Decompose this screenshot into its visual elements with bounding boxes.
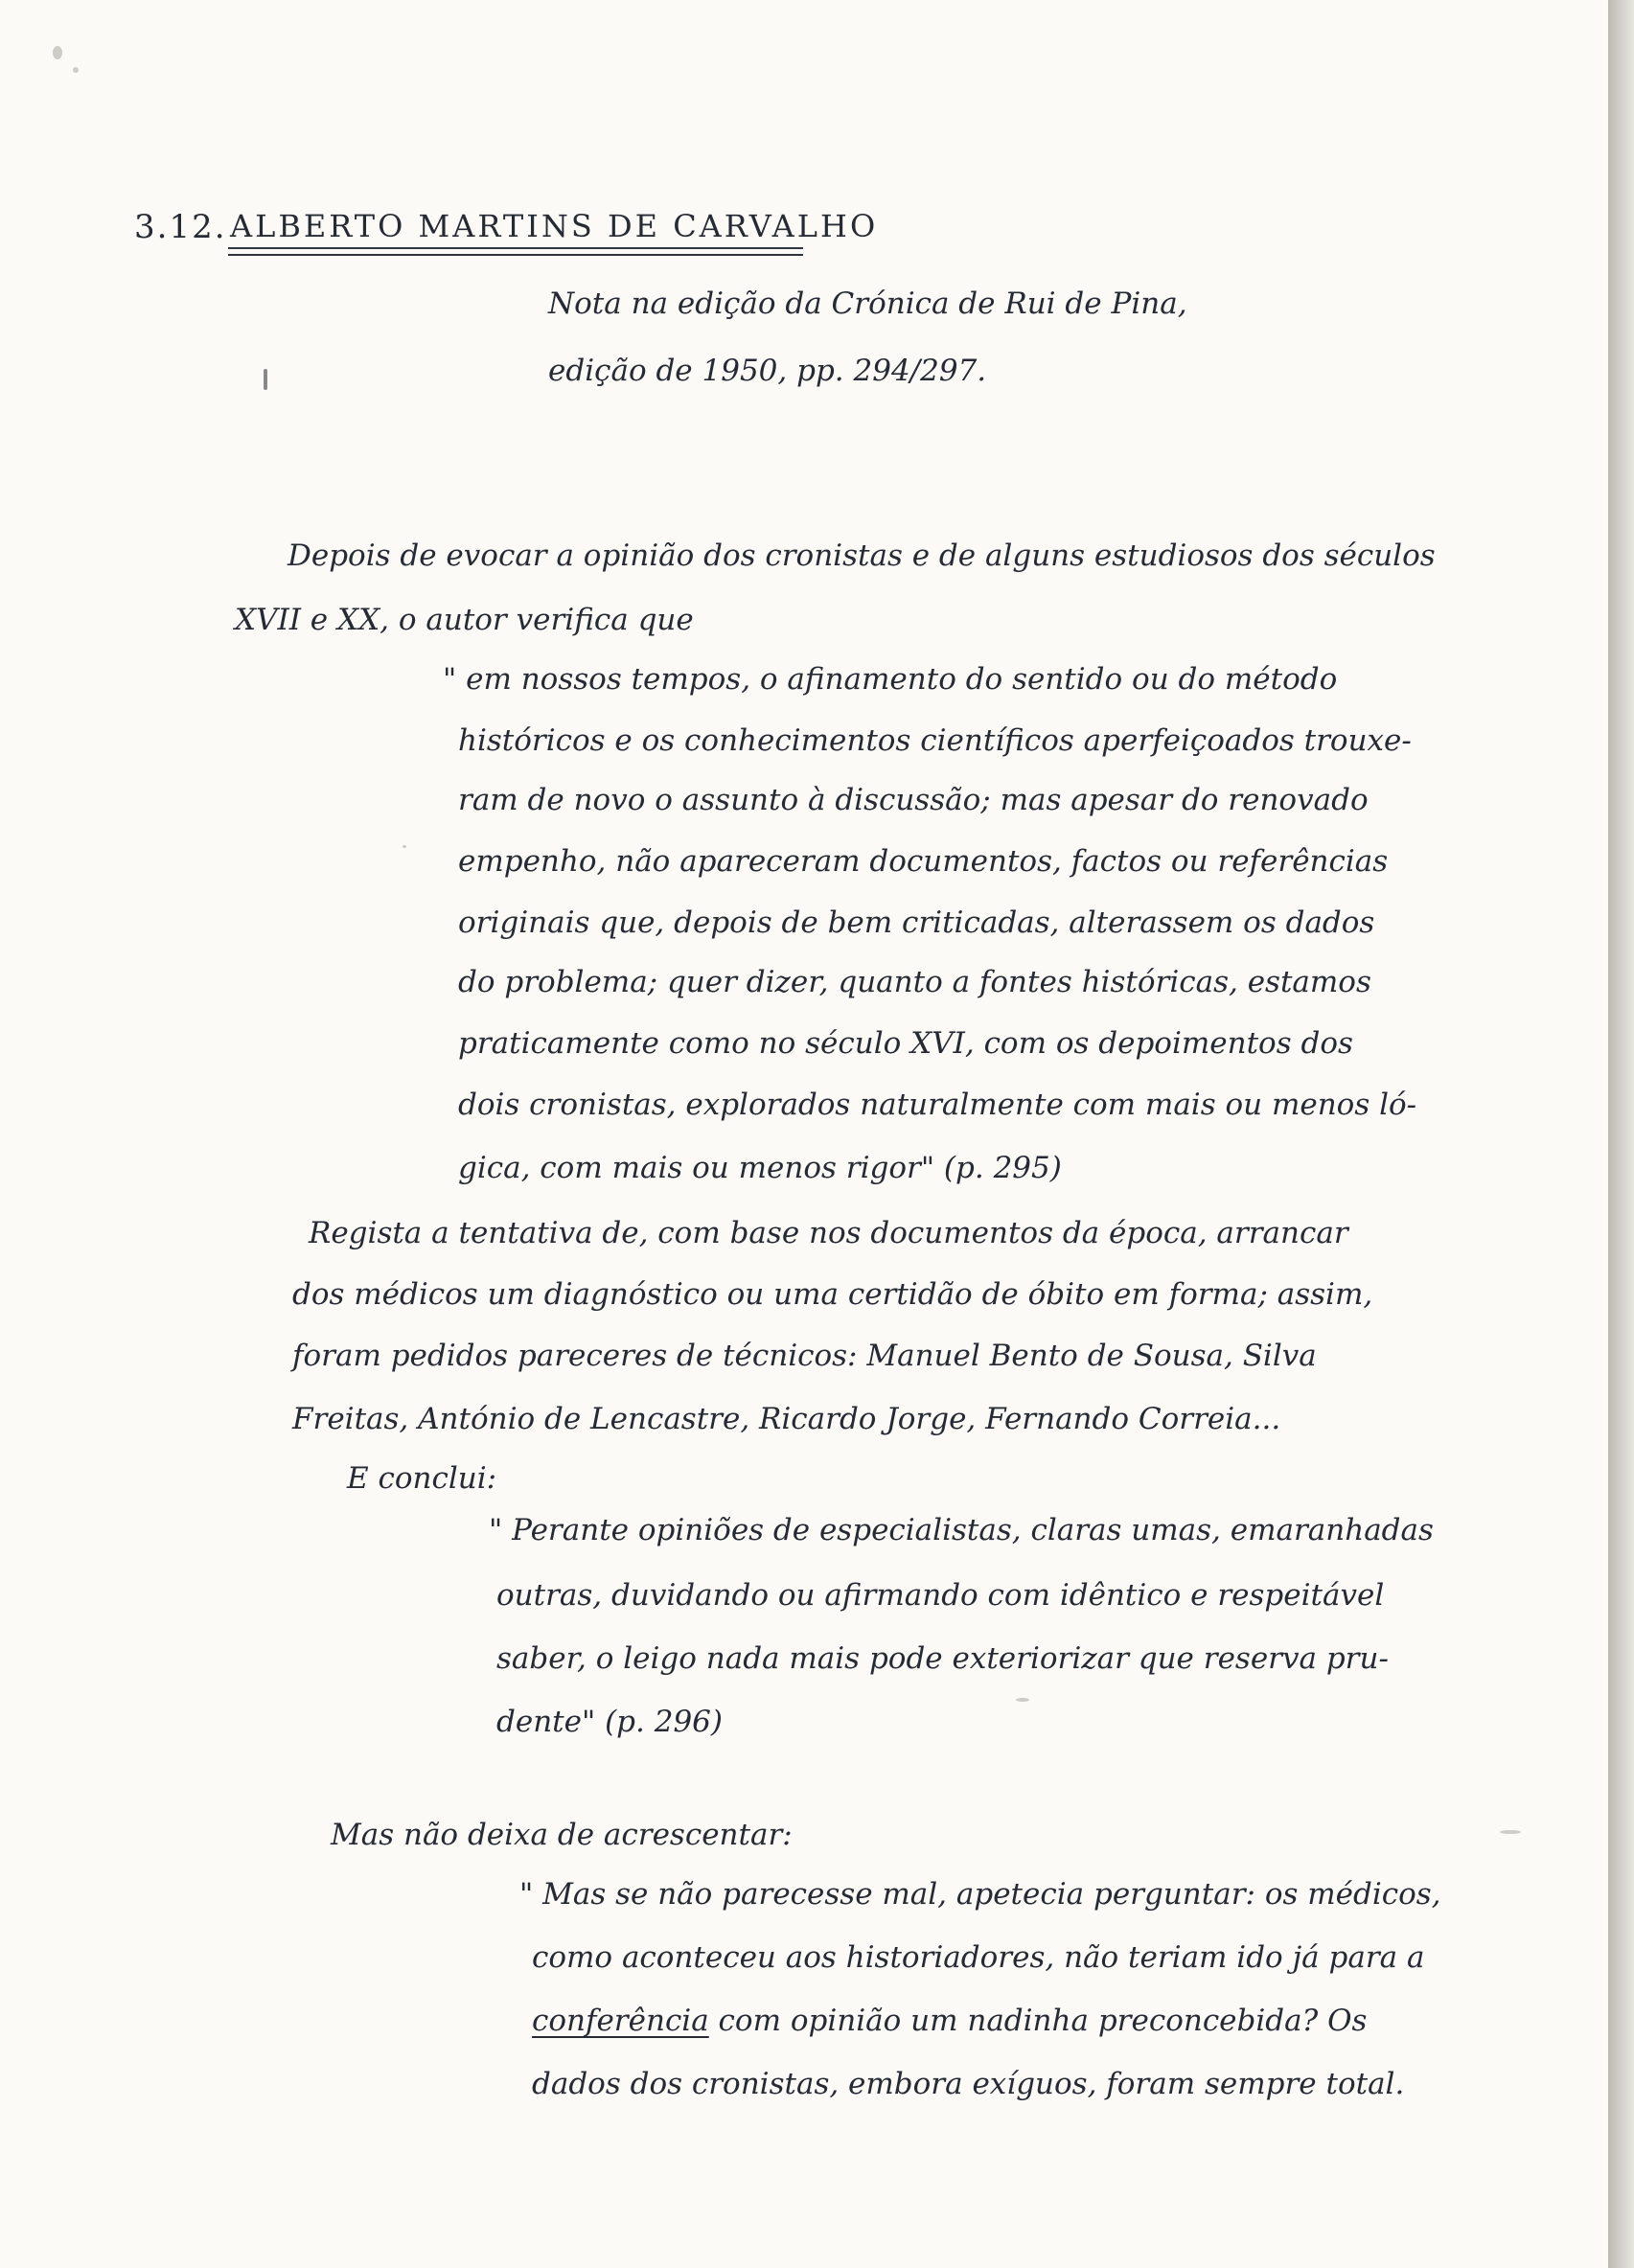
title-underline-second bbox=[228, 254, 803, 256]
quote-line: outras, duvidando ou afirmando com idêntico e respeitável bbox=[496, 1578, 1385, 1613]
quote-line: saber, o leigo nada mais pode exteriorizar que reserva pru- bbox=[496, 1641, 1389, 1676]
paper-speck bbox=[403, 845, 406, 848]
paper-speck bbox=[264, 369, 267, 390]
paragraph-line: Mas não deixa de acrescentar: bbox=[331, 1818, 793, 1852]
quote-line: dente" (p. 296) bbox=[496, 1705, 723, 1739]
section-title: ALBERTO MARTINS DE CARVALHO bbox=[230, 208, 879, 244]
paper-speck bbox=[73, 67, 79, 73]
paragraph-line: Freitas, António de Lencastre, Ricardo Jorge, Fernando Correia... bbox=[292, 1402, 1281, 1436]
section-number: 3.12. bbox=[134, 208, 227, 246]
quote-line: como aconteceu aos historiadores, não teriam ido já para a bbox=[532, 1940, 1425, 1975]
quote-line: " Mas se não parecesse mal, apetecia perguntar: os médicos, bbox=[519, 1877, 1441, 1912]
paper-speck bbox=[1016, 1698, 1029, 1702]
source-note-line: Nota na edição da Crónica de Rui de Pina, bbox=[548, 286, 1187, 321]
paragraph-line: E conclui: bbox=[347, 1461, 497, 1496]
quote-line: praticamente como no século XVI, com os depoimentos dos bbox=[458, 1026, 1353, 1061]
paper-speck bbox=[53, 46, 62, 59]
title-underline bbox=[228, 247, 803, 249]
quote-line: dois cronistas, explorados naturalmente com mais ou menos ló- bbox=[458, 1088, 1417, 1122]
quote-line: empenho, não apareceram documentos, factos ou referências bbox=[458, 844, 1389, 879]
quote-line: " Perante opiniões de especialistas, claras umas, emaranhadas bbox=[489, 1513, 1434, 1547]
quote-line: originais que, depois de bem criticadas, alterassem os dados bbox=[458, 905, 1375, 940]
underlined-word: conferência bbox=[532, 2004, 709, 2038]
paragraph-line: dos médicos um diagnóstico ou uma certidão de óbito em forma; assim, bbox=[292, 1277, 1373, 1312]
quote-line bbox=[532, 2006, 1367, 2036]
quote-line: históricos e os conhecimentos científicos aperfeiçoados trouxe- bbox=[458, 723, 1412, 758]
quote-line: do problema; quer dizer, quanto a fontes históricas, estamos bbox=[458, 965, 1371, 999]
paragraph-line: XVII e XX, o autor verifica que bbox=[235, 603, 694, 637]
scan-edge bbox=[1608, 0, 1634, 2268]
quote-line: ram de novo o assunto à discussão; mas apesar do renovado bbox=[458, 783, 1369, 817]
paragraph-line: Regista a tentativa de, com base nos documentos da época, arrancar bbox=[309, 1216, 1348, 1250]
source-note-line: edição de 1950, pp. 294/297. bbox=[548, 354, 987, 388]
quote-line: gica, com mais ou menos rigor" (p. 295) bbox=[458, 1151, 1062, 1185]
paragraph-line: foram pedidos pareceres de técnicos: Manuel Bento de Sousa, Silva bbox=[292, 1339, 1317, 1373]
paragraph-line: Depois de evocar a opinião dos cronistas e de alguns estudiosos dos séculos bbox=[288, 538, 1436, 573]
quote-line-rest: com opinião um nadinha preconcebida? Os bbox=[708, 2004, 1368, 2038]
quote-line: " em nossos tempos, o afinamento do sentido ou do método bbox=[443, 662, 1338, 697]
paper-speck bbox=[1500, 1830, 1521, 1834]
quote-line: dados dos cronistas, embora exíguos, foram sempre total. bbox=[532, 2067, 1405, 2101]
